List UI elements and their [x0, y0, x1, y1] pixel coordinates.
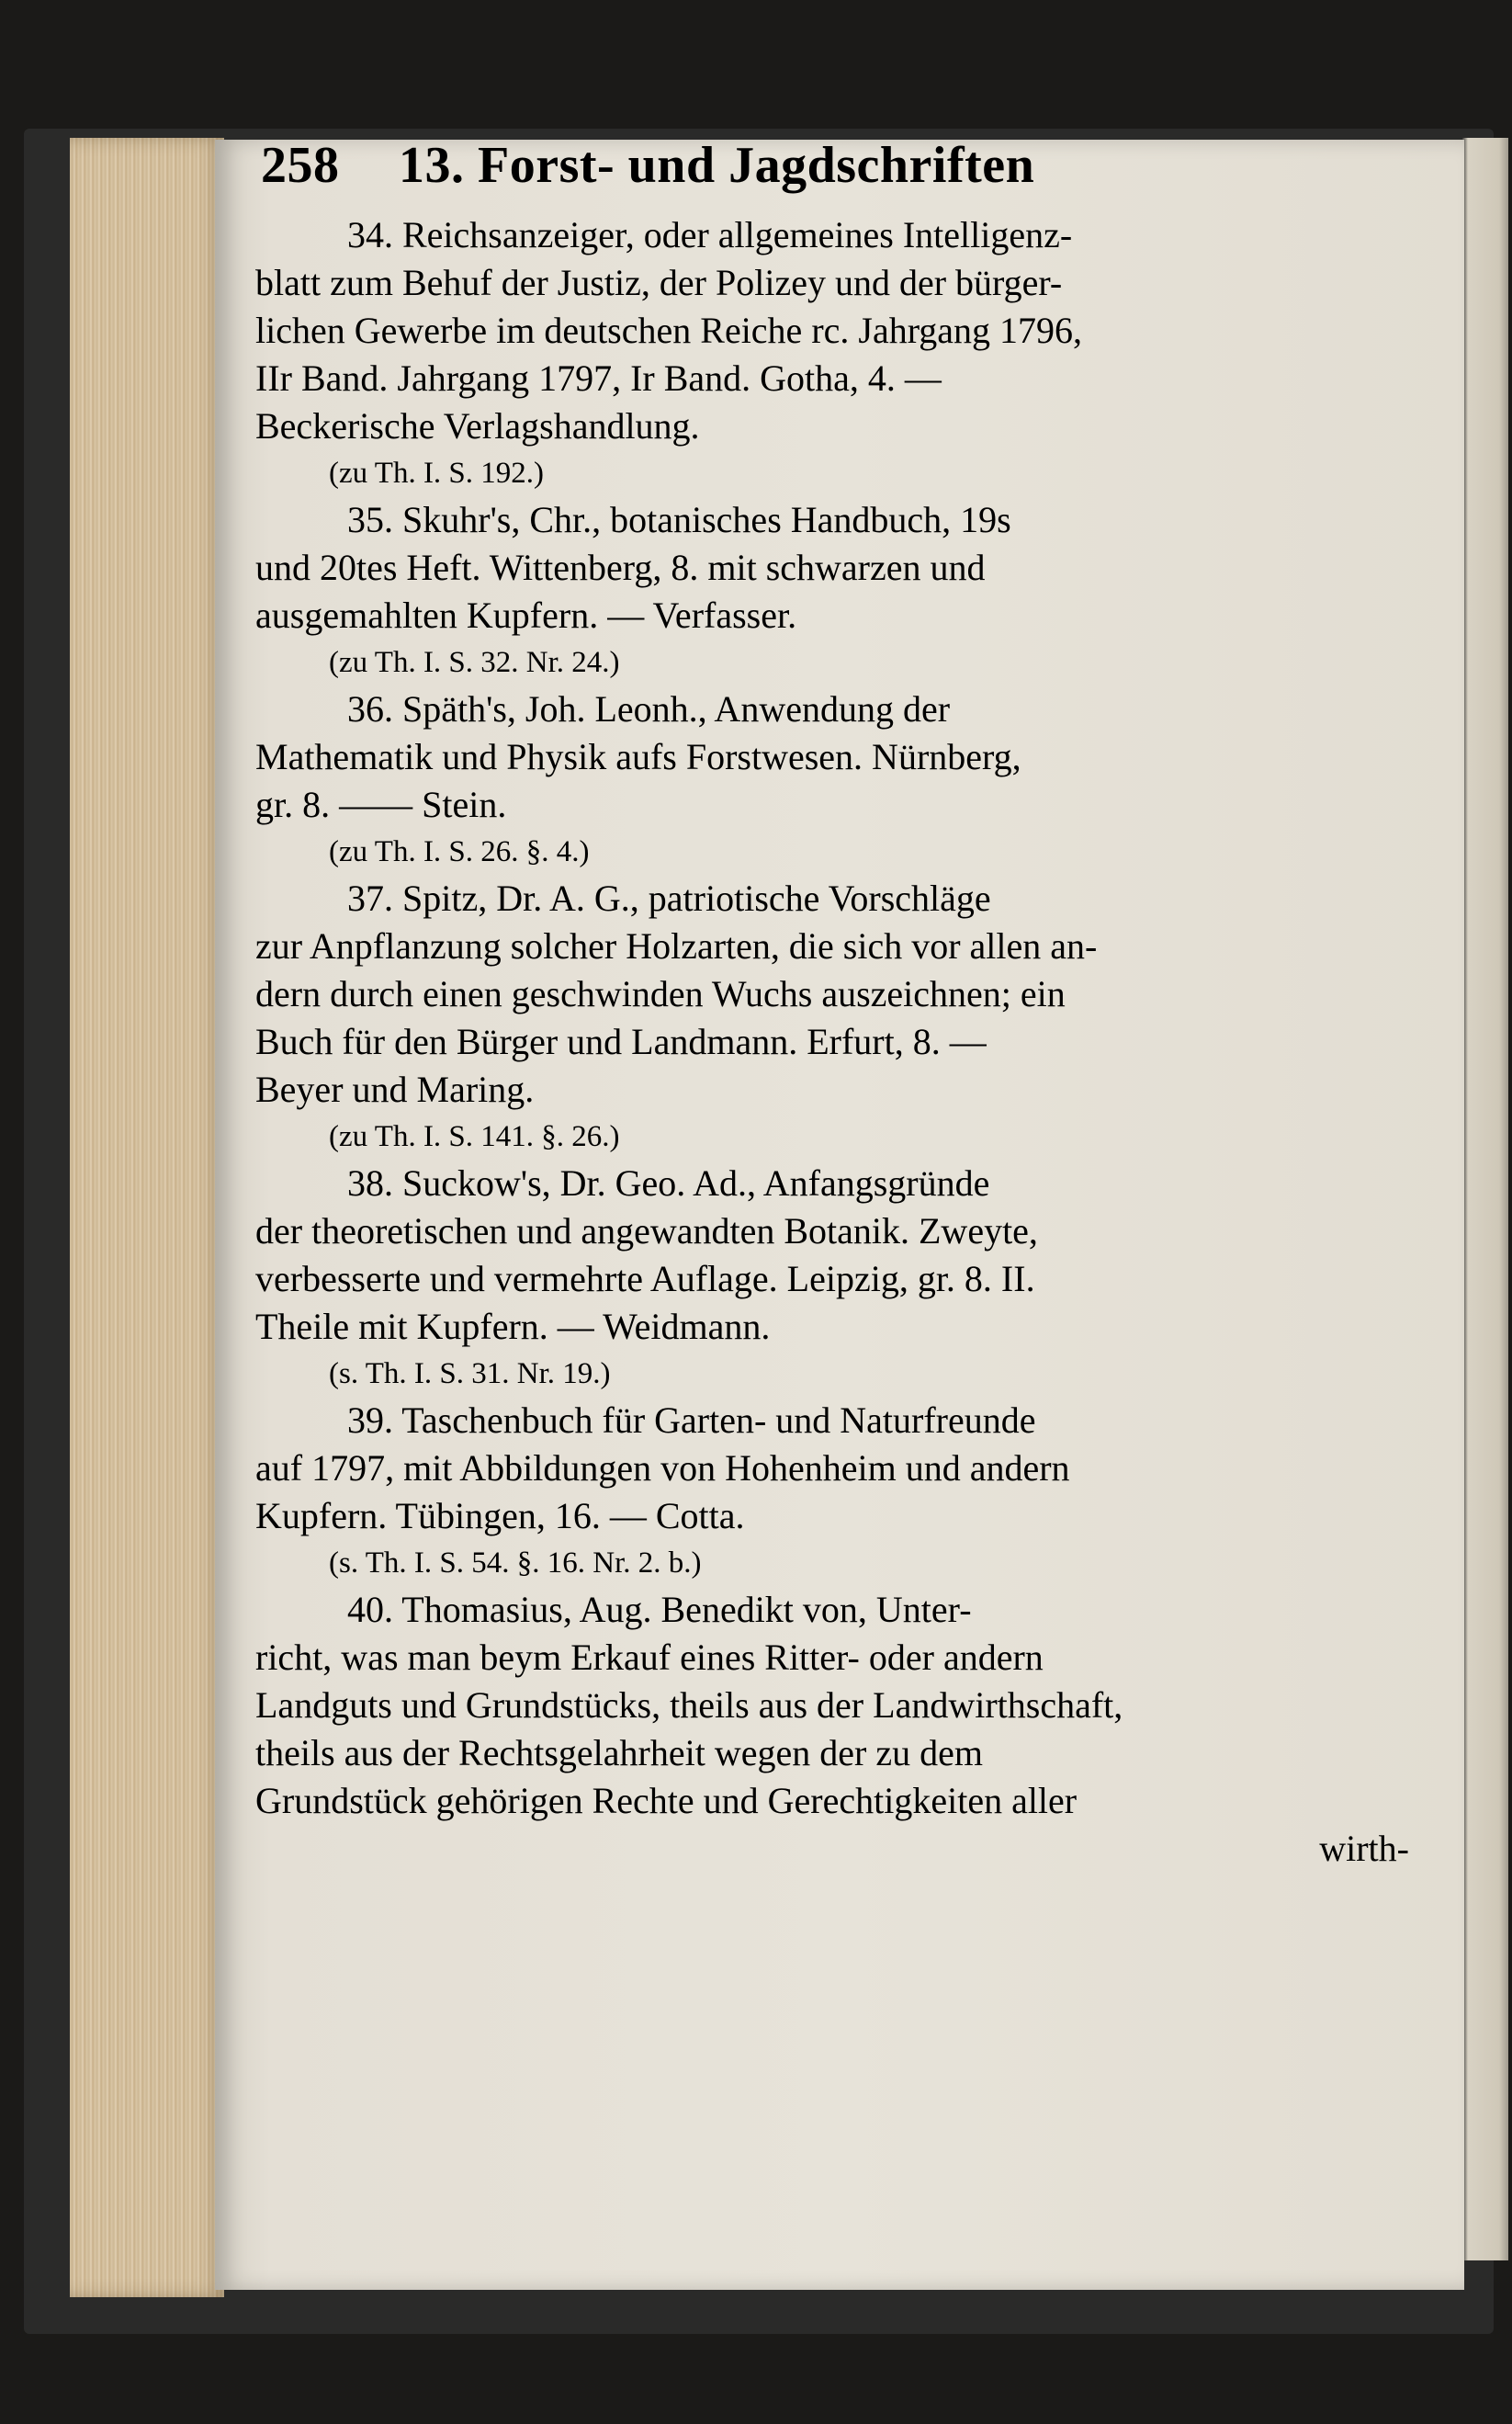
entry-reference: (zu Th. I. S. 192.): [329, 457, 545, 490]
entry-line: Beyer und Maring.: [255, 1069, 535, 1110]
entry-line: 34. Reichsanzeiger, oder allgemeines Intelligenz-: [347, 214, 1073, 255]
entry-line: richt, was man beym Erkauf eines Ritter- oder andern: [255, 1637, 1044, 1678]
adjacent-page-edge: [1462, 138, 1508, 2260]
entry-reference: (s. Th. I. S. 54. §. 16. Nr. 2. b.): [329, 1546, 702, 1580]
entry-line: zur Anpflanzung solcher Holzarten, die sich vor allen an-: [255, 925, 1098, 967]
entry-line: ausgemahlten Kupfern. — Verfasser.: [255, 595, 797, 636]
entry-line: und 20tes Heft. Wittenberg, 8. mit schwarzen und: [255, 547, 986, 588]
entry-reference: (s. Th. I. S. 31. Nr. 19.): [329, 1357, 611, 1390]
entry-line: verbesserte und vermehrte Auflage. Leipzig, gr. 8. II.: [255, 1258, 1035, 1299]
entry-line: 37. Spitz, Dr. A. G., patriotische Vorschläge: [347, 878, 991, 919]
entry-line: Landguts und Grundstücks, theils aus der Landwirthschaft,: [255, 1684, 1123, 1726]
entry-line: Grundstück gehörigen Rechte und Gerechtigkeiten aller: [255, 1780, 1078, 1821]
catchword: wirth-: [1319, 1828, 1409, 1869]
entry-reference: (zu Th. I. S. 26. §. 4.): [329, 835, 590, 868]
entry-36: [255, 685, 1422, 875]
running-head-title: 13. Forst- und Jagdschriften: [399, 137, 1035, 194]
page-number: 258: [261, 137, 340, 194]
entry-line: 40. Thomasius, Aug. Benedikt von, Unter-: [347, 1589, 972, 1630]
running-header: [261, 136, 1034, 195]
page-edges: [70, 138, 224, 2297]
entry-line: auf 1797, mit Abbildungen von Hohenheim und andern: [255, 1447, 1070, 1489]
entry-line: Theile mit Kupfern. — Weidmann.: [255, 1306, 771, 1347]
entry-37: [255, 875, 1422, 1160]
entry-line: Beckerische Verlagshandlung.: [255, 405, 700, 447]
entry-line: Kupfern. Tübingen, 16. — Cotta.: [255, 1495, 745, 1536]
entry-line: lichen Gewerbe im deutschen Reiche rc. Jahrgang 1796,: [255, 310, 1083, 351]
entry-line: der theoretischen und angewandten Botanik. Zweyte,: [255, 1210, 1038, 1252]
entry-35: [255, 496, 1422, 685]
entry-line: 39. Taschenbuch für Garten- und Naturfreunde: [347, 1399, 1036, 1441]
entry-line: 38. Suckow's, Dr. Geo. Ad., Anfangsgründe: [347, 1162, 990, 1204]
entry-line: theils aus der Rechtsgelahrheit wegen der zu dem: [255, 1732, 983, 1773]
entry-line: blatt zum Behuf der Justiz, der Polizey und der bürger-: [255, 262, 1063, 303]
entry-line: Mathematik und Physik aufs Forstwesen. Nürnberg,: [255, 736, 1021, 777]
entry-39: [255, 1397, 1422, 1586]
entry-reference: (zu Th. I. S. 32. Nr. 24.): [329, 646, 620, 679]
entry-40: [255, 1586, 1422, 1825]
bibliography-entries: [255, 211, 1422, 1873]
entry-line: 35. Skuhr's, Chr., botanisches Handbuch, 19s: [347, 499, 1011, 540]
entry-reference: (zu Th. I. S. 141. §. 26.): [329, 1120, 620, 1153]
entry-line: dern durch einen geschwinden Wuchs auszeichnen; ein: [255, 973, 1066, 1014]
entry-line: 36. Späth's, Joh. Leonh., Anwendung der: [347, 688, 951, 730]
entry-line: Buch für den Bürger und Landmann. Erfurt, 8. —: [255, 1021, 987, 1062]
entry-line: gr. 8. —— Stein.: [255, 784, 507, 825]
entry-38: [255, 1160, 1422, 1397]
entry-34: [255, 211, 1422, 496]
entry-line: IIr Band. Jahrgang 1797, Ir Band. Gotha, 4. —: [255, 357, 942, 399]
